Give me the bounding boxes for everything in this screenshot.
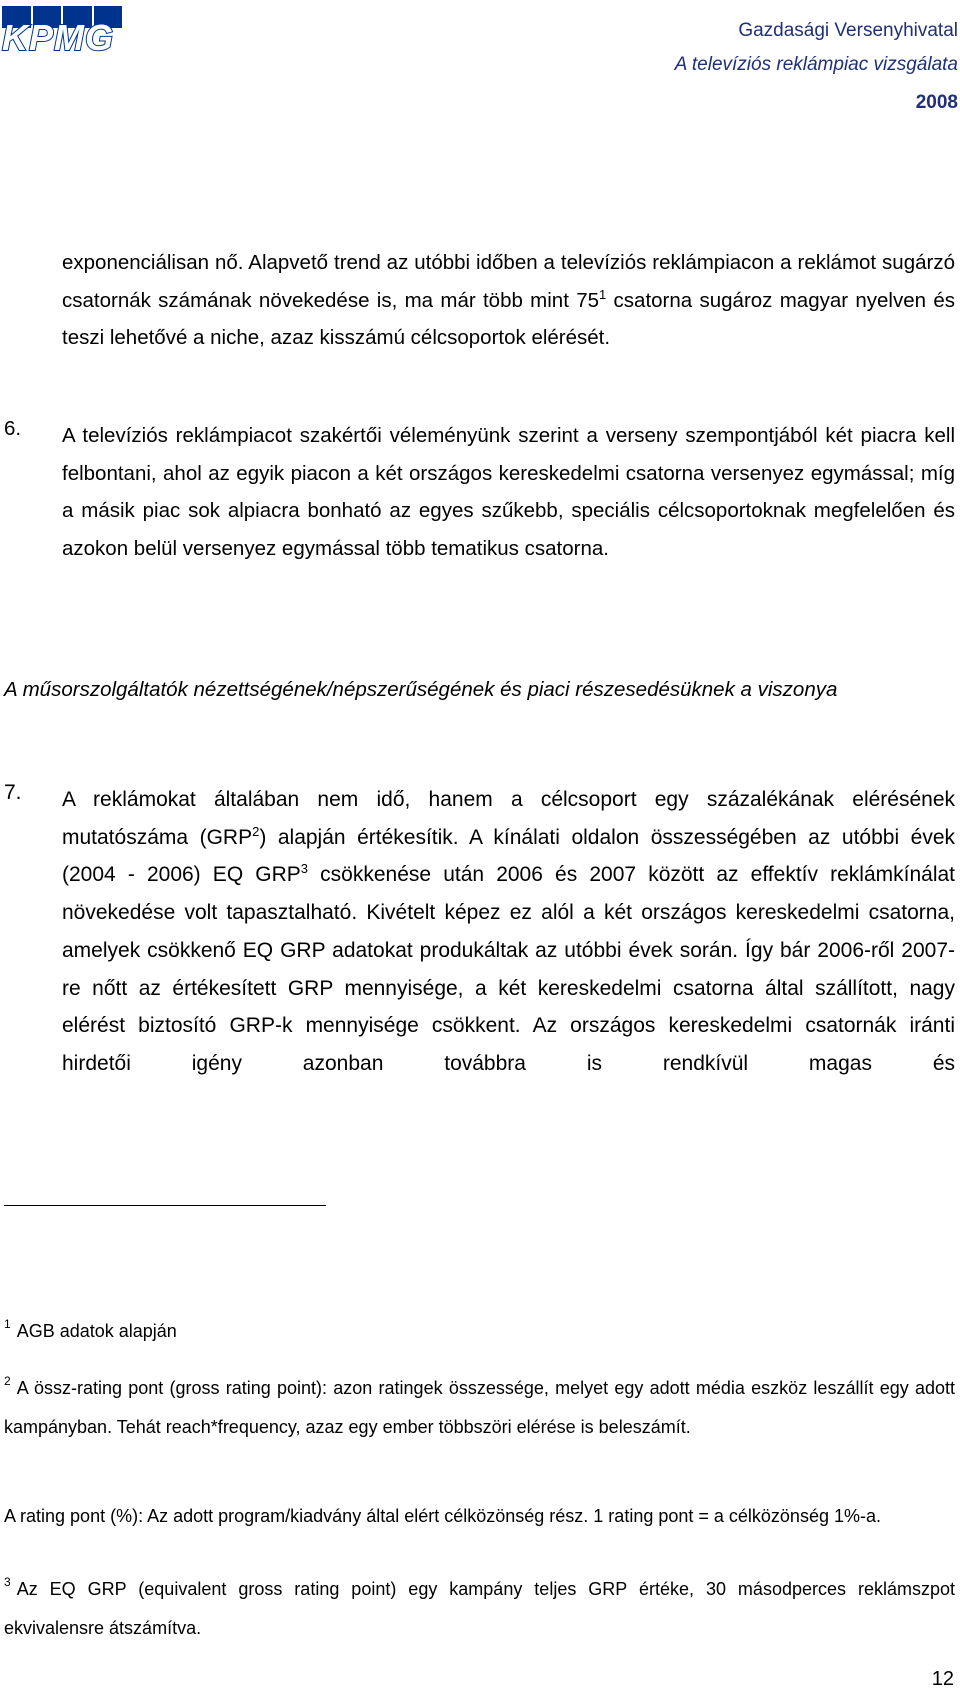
footnote-separator [4,1205,326,1206]
paragraph-text: A televíziós reklámpiacot szakértői véleményünk szerint a verseny szempontjából két piacra kell felbontani, ahol az egyik piacon a két országos kereskedelmi csatorna versenyez egymással; míg a másik piac sok alpiacra bonható az egyes szűkebb, speciális célcsoportoknak megfelelően és azokon belül versenyez egymással több tematikus csatorna. [62,424,955,560]
footnote-mark: 3 [4,1575,11,1589]
footnote-ref-3: 3 [300,861,309,877]
section-heading: A műsorszolgáltatók nézettségének/népszerűségének és piaci részesedésüknek a viszonya [4,678,838,701]
footnote-ref-1: 1 [599,286,607,302]
paragraph-number-7: 7. [4,781,22,804]
header-year: 2008 [915,92,958,113]
paragraph-7 [62,781,955,1083]
kpmg-logo [2,6,122,58]
header-subtitle: A televíziós reklámpiac vizsgálata [674,54,958,75]
page-number: 12 [931,1668,954,1690]
footnote-text: Az EQ GRP (equivalent gross rating point) egy kampány teljes GRP értéke, 30 másodperces reklámszpot ekvivalensre átszámítva. [4,1579,955,1638]
paragraph-continuation [62,244,955,357]
paragraph-text: ) alapján értékesítik. A kínálati oldalon összességében az utóbbi évek (2004 - 2006) EQ GRP [62,825,955,887]
page-header [675,14,958,120]
logo-text: KPMG [2,17,114,58]
footnote-2-continued [4,1497,955,1536]
paragraph-text: exponenciálisan nő. Alapvető trend az utóbbi időben a televíziós reklámpiacon a reklámot sugárzó csatornák számának növekedése is, ma már több mint 75 [62,251,955,312]
footnote-text: A rating pont (%): Az adott program/kiadvány által elért célközönség rész. 1 rating pont = a célközönség 1%-a. [4,1506,881,1526]
header-organization: Gazdasági Versenyhivatal [738,20,958,41]
footnote-2 [4,1369,955,1446]
footnote-text: AGB adatok alapján [16,1321,177,1341]
footnote-ref-2: 2 [252,823,260,839]
paragraph-text: csökkenése után 2006 és 2007 között az effektív reklámkínálat növekedése volt tapasztalható. Kivételt képez ez alól a két országos kereskedelmi csatorna, amelyek csökkenő EQ GRP adatokat produkáltak az utóbbi évek során. Így bár 2006-ről 2007-re nőtt az értékesített GRP mennyisége, a két kereskedelmi csatorna által szállított, nagy elérést biztosító GRP-k mennyisége csökkent. Az országos kereskedelmi csatornák iránti hirdetői igény azonban továbbra is rendkívül magas és [62,863,955,1075]
footnote-text: A össz-rating pont (gross rating point): azon ratingek összessége, melyet egy adott média eszköz leszállít egy adott kampányban. Tehát reach*frequency, azaz egy ember többszöri elérése is beleszámít. [4,1378,955,1437]
footnote-3 [4,1570,955,1647]
paragraph-number-6: 6. [4,417,22,440]
footnote-1 [4,1312,955,1351]
paragraph-text: csatorna sugároz magyar nyelven és teszi lehetővé a niche, azaz kisszámú célcsoportok elérését. [62,288,955,349]
paragraph-text: A reklámokat általában nem idő, hanem a célcsoport egy százalékának elérésének mutatószáma (GRP [62,788,955,849]
footnote-mark: 2 [4,1374,11,1388]
paragraph-6 [62,417,955,567]
footnote-mark: 1 [4,1317,11,1331]
